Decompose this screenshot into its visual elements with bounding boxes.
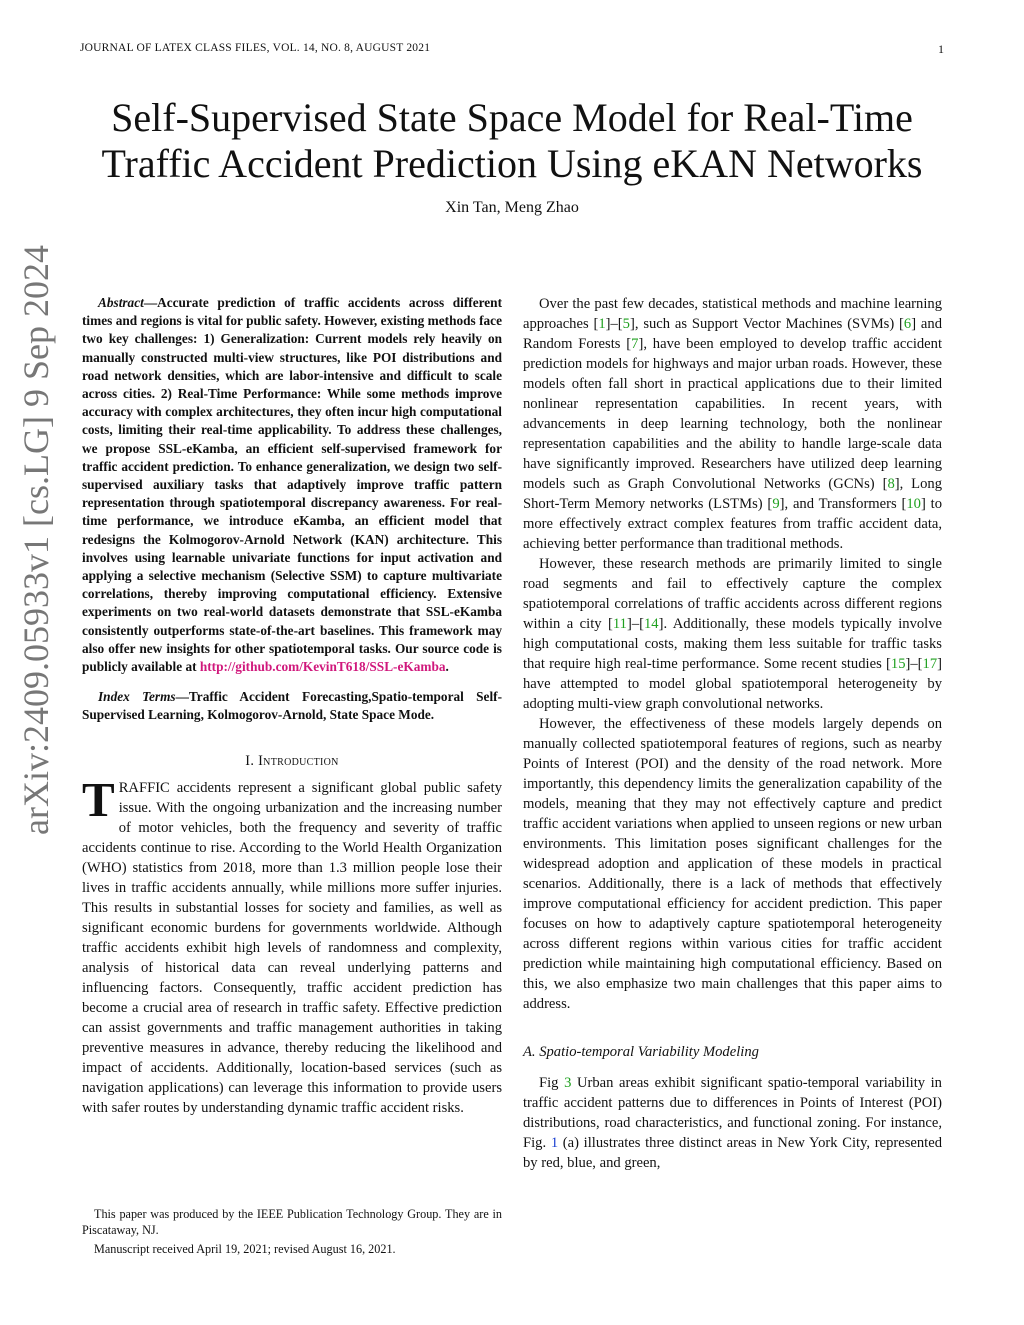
arxiv-stamp: arXiv:2409.05933v1 [cs.LG] 9 Sep 2024	[16, 245, 56, 835]
citation-link[interactable]: 11	[612, 616, 627, 632]
authors: Xin Tan, Meng Zhao	[445, 199, 579, 216]
index-terms	[82, 688, 502, 724]
index-terms-text: —Traffic Accident Forecasting,Spatio-temporal Self-Supervised Learning, Kolmogorov-Arnold, State Space Mode.	[82, 689, 503, 723]
title-line-2: Traffic Accident Prediction Using eKAN Networks	[101, 141, 923, 186]
text-run: (a) illustrates three distinct areas in New York City, represented by red, blue, and green,	[523, 1135, 943, 1171]
text-run: ], such as Support Vector Machines (SVMs) [	[629, 316, 904, 332]
page-number: 1	[938, 42, 944, 56]
title-line-1: Self-Supervised State Space Model for Real-Time	[111, 95, 913, 140]
section-title: Introduction	[258, 752, 339, 769]
text-run: ], have been employed to develop traffic accident prediction models for highways and major urban roads. However, these models often fall short in practical applications due to their limited nonlinear representation capabilities. In recent years, with advancements in deep learning technology, both the nonlinear representation capabilities and the ability to handle large-scale data have significantly improved. Researchers have utilized deep learning models such as Graph Convolutional Networks (GCNs) [	[523, 336, 942, 492]
left-column	[82, 294, 502, 1118]
drop-cap: T	[82, 771, 115, 827]
intro-paragraph-3	[523, 554, 942, 714]
drop-cap-continuation: RAFFIC	[118, 779, 170, 796]
text-run: Urban areas exhibit significant spatio-temporal variability in traffic accident patterns due to differences in Points of Interest (POI) distributions, road characteristics, and functional zoning. For instance, Fig.	[523, 1075, 942, 1151]
citation-link[interactable]: 7	[631, 336, 639, 352]
abstract-label: Abstract	[98, 295, 144, 310]
right-column	[523, 294, 942, 1173]
citation-link[interactable]: 8	[887, 476, 895, 492]
section-number: I.	[245, 752, 255, 769]
citation-link[interactable]: 9	[772, 496, 780, 512]
text-run: ] and Random Forests [	[523, 316, 942, 352]
text-run: ] to more effectively extract complex features from traffic accident data, achieving better performance than traditional methods.	[523, 496, 942, 552]
abstract-end: .	[445, 659, 449, 675]
footnote-line-2: Manuscript received April 19, 2021; revised August 16, 2021.	[94, 1242, 396, 1256]
citation-link[interactable]: 1	[598, 316, 606, 332]
text-run: ]–[	[626, 616, 644, 632]
abstract	[82, 294, 502, 676]
text-run: Fig	[539, 1075, 565, 1091]
intro-paragraph-1-text: accidents represent a significant global public safety issue. With the ongoing urbanization and the increasing number of motor vehicles, both the frequency and severity of traffic accidents continue to rise. According to the World Health Organization (WHO) statistics from 2018, more than 1.3 million people lose their lives in traffic accidents annually, while millions more suffer injuries. This results in substantial losses for society and families, as well as significant economic burdens for governments worldwide. Although traffic accidents exhibit high levels of randomness and complexity, analysis of historical data can reveal underlying patterns and influencing factors. Consequently, traffic accident prediction has become a crucial area of research in traffic safety. Effective prediction can assist governments and traffic management authorities in taking preventive measures in advance, thereby reducing the likelihood and impact of accidents. Additionally, location-based services (such as navigation applications) can leverage this information to provide users with safer routes by understanding dynamic traffic accident risks.	[82, 779, 502, 1116]
text-run: However, these research methods are primarily limited to single road segments and fail to effectively capture the complex spatiotemporal correlations of traffic accidents across different regions within a city [	[523, 556, 942, 632]
footnote-line-1: This paper was produced by the IEEE Publication Technology Group. They are in Piscataway, NJ.	[82, 1207, 502, 1237]
text-run: Over the past few decades, statistical methods and machine learning approaches [	[523, 296, 942, 332]
text-run: ], and Transformers [	[779, 496, 907, 512]
figure-ref-link[interactable]: 3	[564, 1075, 572, 1091]
intro-paragraph-2	[523, 294, 942, 554]
footnote	[82, 1206, 502, 1257]
source-code-link[interactable]: http://github.com/KevinT618/SSL-eKamba	[199, 659, 446, 675]
text-run: ], Long Short-Term Memory networks (LSTMs) [	[523, 476, 942, 512]
citation-link[interactable]: 5	[622, 316, 630, 332]
citation-link[interactable]: 15	[890, 656, 906, 672]
text-run: ]–[	[905, 656, 923, 672]
index-terms-label: Index Terms	[98, 689, 176, 705]
citation-link[interactable]: 17	[922, 656, 938, 672]
text-run: ]. Additionally, these models typically involve high computational costs, making them less suitable for traffic tasks that require high real-time performance. Some recent studies [	[523, 616, 943, 672]
abstract-text: —Accurate prediction of traffic accidents across different times and regions is vital for public safety. However, existing methods face two key challenges: 1) Generalization: Current models rely heavily on manually constructed multi-view structures, like POI distributions and road network densities, which are labor-intensive and difficult to scale across cities. 2) Real-Time Performance: While some methods improve accuracy with complex architectures, they often incur high computational costs, limiting their real-time applicability. To address these challenges, we propose SSL-eKamba, an efficient self-supervised framework for traffic accident prediction. To enhance generalization, we design two self-supervised auxiliary tasks that adaptively improve traffic pattern representation through spatiotemporal discrepancy awareness. For real-time performance, we introduce eKamba, an efficient model that redesigns the Kolmogorov-Arnold Network (KAN) architecture. This involves using learnable univariate functions for input activation and applying a selective mechanism (Selective SSM) to capture multivariate correlations, thereby improving computational efficiency. Extensive experiments on two real-world datasets demonstrate that SSL-eKamba consistently outperforms state-of-the-art baselines. This framework may also offer new insights for other spatiotemporal tasks. Our source code is publicly available at	[82, 295, 502, 675]
text-run: ]–[	[605, 316, 623, 332]
running-head: JOURNAL OF LATEX CLASS FILES, VOL. 14, NO. 8, AUGUST 2021	[80, 42, 431, 54]
text-run: ] have attempted to model global spatiotemporal heterogeneity by adopting multi-view graph convolutional networks.	[523, 656, 942, 712]
citation-link[interactable]: 10	[906, 496, 921, 512]
subsection-heading: A. Spatio-temporal Variability Modeling	[523, 1044, 759, 1060]
intro-paragraph-1	[82, 771, 502, 1118]
figure-ref-link[interactable]: 1	[550, 1135, 559, 1151]
citation-link[interactable]: 6	[903, 316, 912, 332]
citation-link[interactable]: 14	[643, 616, 659, 632]
section-heading-introduction	[82, 753, 502, 770]
intro-paragraph-4: However, the effectiveness of these models largely depends on manually collected spatiotemporal features of regions, such as nearby Points of Interest (POI) and the density of the road network. More importantly, this dependency limits the generalization capability of the models, meaning that they may not effectively capture and predict traffic accident variations when applied to unseen regions or new urban environments. This limitation poses significant challenges for the widespread adoption and application of these models in practical scenarios. Additionally, there is a lack of methods that effectively improve computational efficiency for accident prediction. This paper focuses on how to adaptively capture spatiotemporal heterogeneity across different regions within various cities for traffic accident prediction while maintaining high computational efficiency. Based on this, we also emphasize two main challenges that this paper aims to address.	[523, 716, 942, 1012]
paper-title	[60, 95, 964, 187]
subsection-paragraph-1	[523, 1073, 942, 1173]
